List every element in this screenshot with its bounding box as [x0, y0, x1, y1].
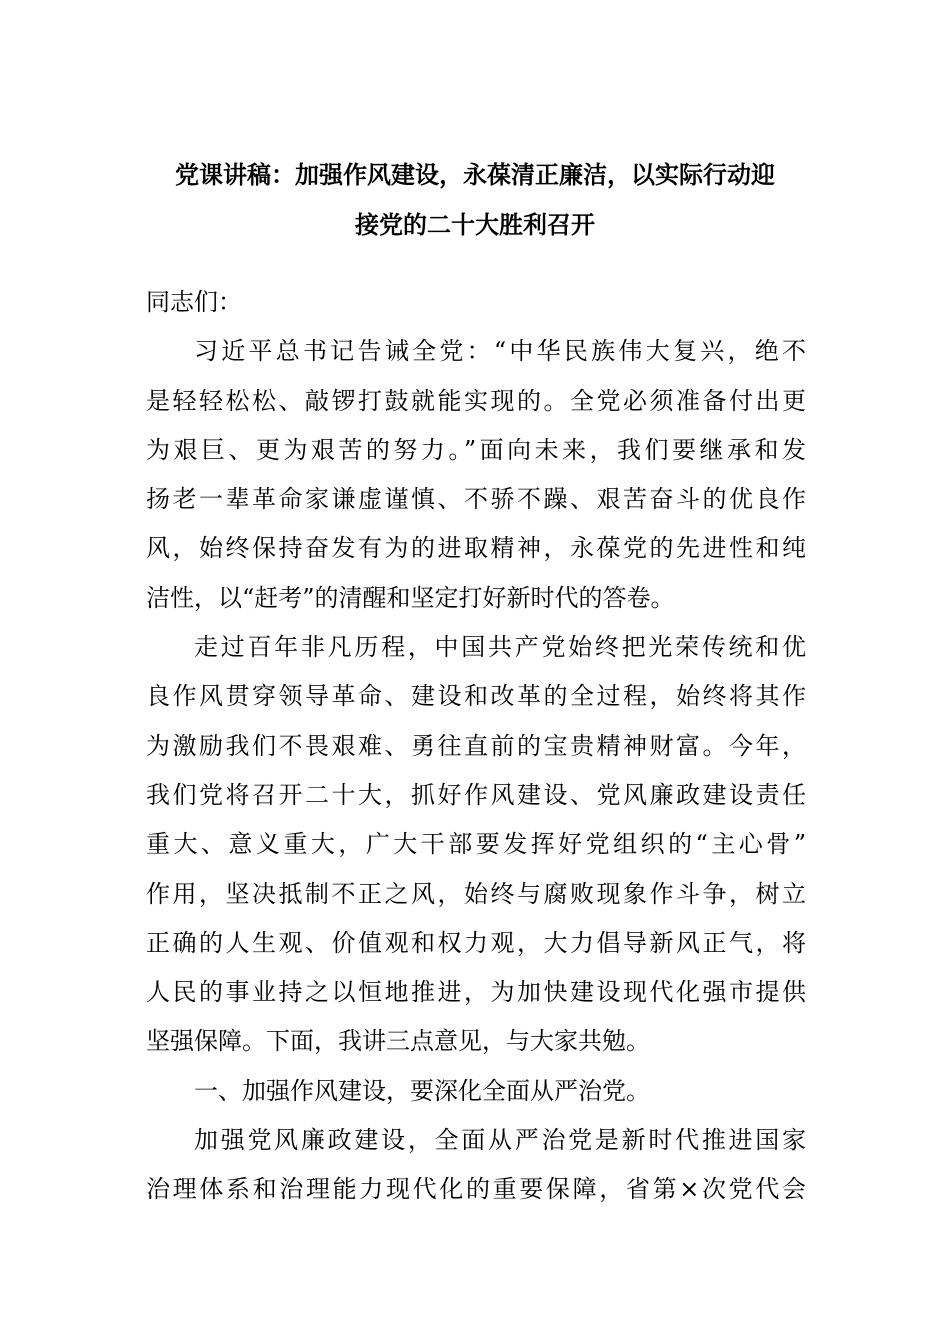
- paragraph-line: 习近平总书记告诫全党：“中华民族伟大复兴，绝不: [194, 337, 806, 366]
- paragraph-line: 治理体系和治理能力现代化的重要保障，省第×次党代会: [146, 1175, 806, 1204]
- paragraph-3: [146, 1116, 806, 1215]
- paragraph-line: 重大、意义重大，广大干部要发挥好党组织的“主心骨”: [146, 830, 806, 859]
- salutation: 同志们：: [146, 288, 242, 316]
- paragraph-line: 坚强保障。下面，我讲三点意见，与大家共勉。: [146, 1027, 650, 1056]
- paragraph-line: 加强党风廉政建设，全面从严治党是新时代推进国家: [194, 1126, 806, 1155]
- paragraph-line: 正确的人生观、价值观和权力观，大力倡导新风正气，将: [146, 928, 806, 957]
- paragraph-line: 风，始终保持奋发有为的进取精神，永葆党的先进性和纯: [146, 534, 806, 563]
- section-heading-1: 一、加强作风建设，要深化全面从严治党。: [194, 1076, 650, 1105]
- title-line-1: 党课讲稿：加强作风建设，永葆清正廉洁，以实际行动迎: [175, 161, 775, 189]
- title-line-2: 接党的二十大胜利召开: [355, 211, 595, 239]
- paragraph-1: [146, 327, 806, 623]
- paragraph-line: 良作风贯穿领导革命、建设和改革的全过程，始终将其作: [146, 682, 806, 711]
- paragraph-line: 我们党将召开二十大，抓好作风建设、党风廉政建设责任: [146, 780, 806, 809]
- paragraph-line: 洁性，以“赶考”的清醒和坚定打好新时代的答卷。: [146, 583, 675, 612]
- paragraph-line: 为艰巨、更为艰苦的努力。”面向未来，我们要继承和发: [146, 435, 806, 464]
- paragraph-line: 是轻轻松松、敲锣打鼓就能实现的。全党必须准备付出更: [146, 386, 806, 415]
- paragraph-line: 为激励我们不畏艰难、勇往直前的宝贵精神财富。今年，: [146, 731, 806, 760]
- document-body: [146, 278, 806, 1215]
- document-title: [140, 150, 810, 250]
- paragraph-line: 走过百年非凡历程，中国共产党始终把光荣传统和优: [194, 633, 806, 662]
- paragraph-line: 作用，坚决抵制不正之风，始终与腐败现象作斗争，树立: [146, 879, 806, 908]
- paragraph-2: [146, 623, 806, 1067]
- paragraph-line: 人民的事业持之以恒地推进，为加快建设现代化强市提供: [146, 978, 806, 1007]
- paragraph-line: 扬老一辈革命家谦虚谨慎、不骄不躁、艰苦奋斗的优良作: [146, 485, 806, 514]
